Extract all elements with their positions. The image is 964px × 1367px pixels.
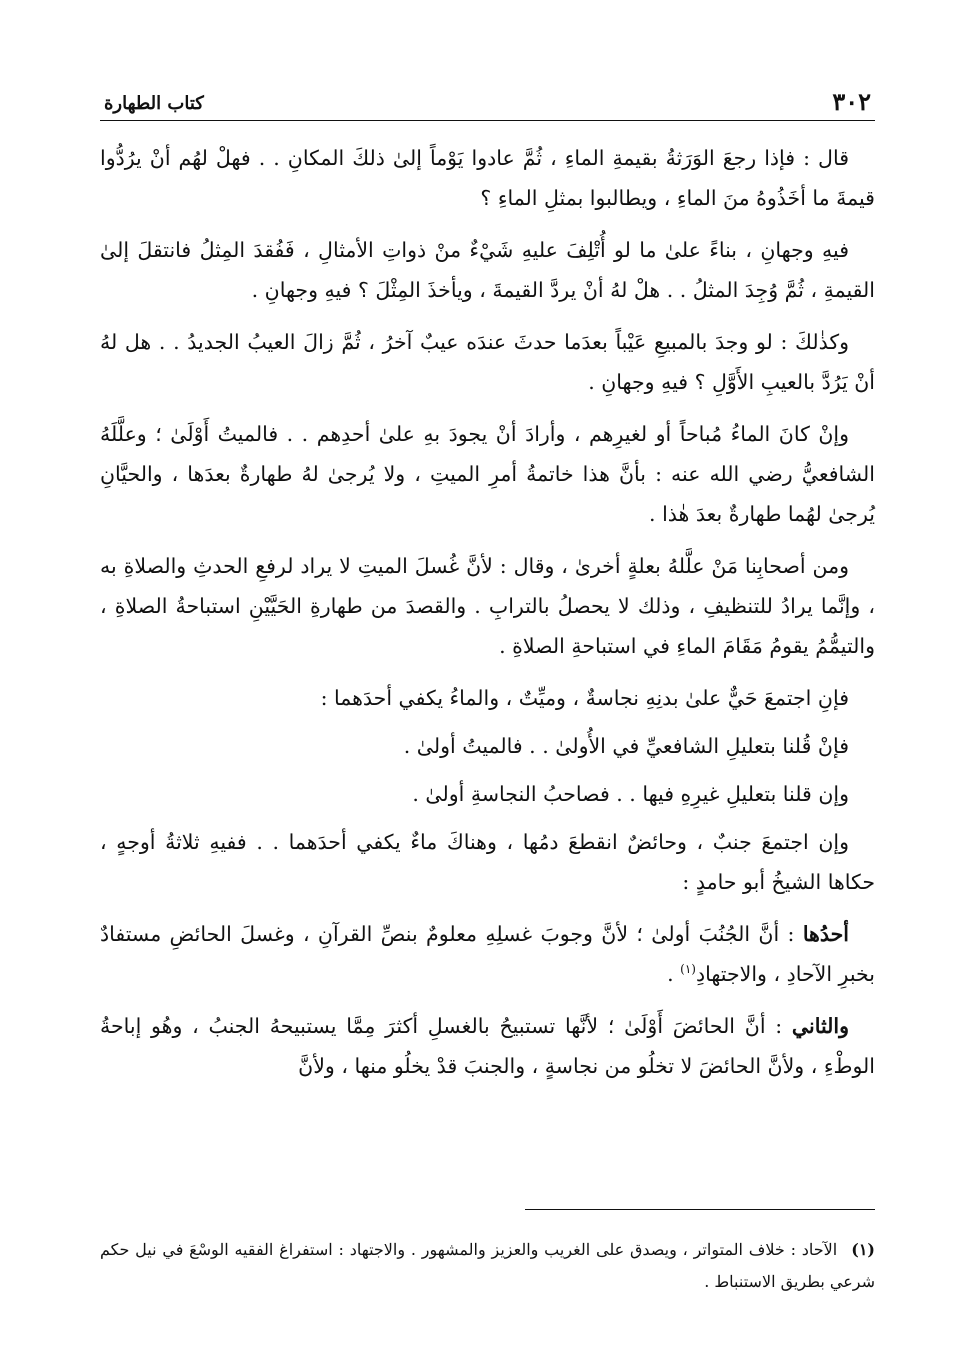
paragraph: قال : فإذا رجعَ الوَرَثةُ بقيمةِ الماءِ ، ثُمَّ عادوا يَوْماً إلىٰ ذلكَ المكانِ . . فهلْ لهُم أنْ يرُدُّوا قيمةَ ما أخَذُوهُ منَ الماءِ ، ويطالبوا بمثلِ الماءِ ؟ — [100, 146, 875, 210]
page-header — [100, 86, 875, 121]
footnote-marker: (١) — [851, 1240, 875, 1259]
footnote — [100, 1234, 875, 1298]
page-number: ٣٠٢ — [832, 87, 871, 116]
opinion-second-paragraph — [100, 1006, 875, 1086]
paragraph: وإنْ كانَ الماءُ مُباحاً أو لغيرِهم ، وأرادَ أنْ يجودَ بهِ علىٰ أحدِهم . . فالميتُ أَوْلَىٰ ؛ وعلَّلَهُ الشافعيُّ رضي الله عنه : بأنَّ هذا خاتمةُ أمرِ الميتِ ، ولا يُرجىٰ لهُ طهارةٌ بعدَها ، والحيَّانِ يُرجىٰ لهُما طهارةٌ بعدَ هٰذا . — [100, 422, 875, 526]
opinion-first-text: : أنَّ الجُنُبَ أولىٰ ؛ لأنَّ وجوبَ غسلِهِ معلومٌ بنصِّ القرآنِ ، وغسلَ الحائضِ مستفادٌ بخبرِ الآحادِ ، والاجتهادِ — [100, 922, 875, 986]
opinion-first-end: . — [667, 962, 681, 986]
paragraph: فإنْ قُلنا بتعليلِ الشافعيِّ في الأُولىٰ . . فالميتُ أولىٰ . — [403, 734, 849, 758]
footnote-ref[interactable]: (١) — [680, 962, 696, 977]
opinion-second-text: : أنَّ الحائضَ أَوْلَىٰ ؛ لأنَّها تستبيحُ بالغسلِ أكثرَ مِمَّا يستبيحهُ الجنبُ ، وهُو إباحةُ الوطْءِ ، ولأنَّ الحائضَ لا تخلُو من نجاسةٍ ، والجنبَ قدْ يخلُو منها ، ولأنَّ — [100, 1014, 875, 1078]
paragraph: ومن أصحابِنا مَنْ علَّلهُ بعلةٍ أخرىٰ ، وقال : لأنَّ غُسلَ الميتِ لا يراد لرفعِ الحدثِ والصلاةِ به ، وإنَّما يرادُ للتنظيفِ ، وذلك لا يحصلُ بالترابِ . والقصدَ من طهارةِ الحَيَّيْنِ استباحةُ الصلاةِ ، والتيمُّمُ يقومُ مَقَامَ الماءِ في استباحةِ الصلاةِ . — [100, 554, 875, 658]
opinion-first-label: أحدُها — [802, 922, 849, 946]
paragraph: وإن قلنا بتعليلِ غيرِهِ فيها . . فصاحبُ النجاسةِ أولىٰ . — [412, 782, 849, 806]
paragraph: فإنِ اجتمعَ حَيٌّ علىٰ بدنِهِ نجاسةٌ ، وميِّتٌ ، والماءُ يكفي أحدَهما : — [320, 686, 849, 710]
running-title: كتاب الطهارة — [104, 93, 204, 114]
paragraph: وإن اجتمعَ جنبٌ ، وحائضٌ انقطعَ دمُها ، وهناكَ ماءٌ يكفي أحدَهما . . ففيهِ ثلاثةُ أوجهٍ ، حكاها الشيخُ أبو حامدٍ : — [100, 830, 875, 894]
page-body — [100, 138, 875, 1098]
opinion-second-label: والثاني — [791, 1014, 849, 1038]
paragraph: وكذٰلكَ : لو وجدَ بالمبيعِ عَيْباً بعدَما حدثَ عندَه عيبٌ آخرُ ، ثُمَّ زالَ العيبُ الجديدُ . . هل لهُ أنْ يَرُدَّ بالعيبِ الأَوَّلِ ؟ فيهِ وجهانِ . — [100, 330, 875, 394]
paragraph: فيهِ وجهانِ ، بناءً علىٰ ما لو أُتْلِفَ عليهِ شَيْءٌ منْ ذواتِ الأمثالِ ، فَفُقدَ المِثلُ فانتقلَ إلىٰ القيمةِ ، ثُمَّ وُجِدَ المثلُ . . هلْ لهُ أنْ يردَّ القيمةَ ، ويأخذَ المِثْلَ ؟ فيهِ وجهانِ . — [100, 238, 875, 302]
footnote-text: الآحاد : خلاف المتواتر ، ويصدق على الغريب والعزيز والمشهور . والاجتهاد : استفراغ الفقيه الوسْعَ في نيل حكم شرعي بطريق الاستنباط . — [100, 1240, 875, 1291]
opinion-first-paragraph — [100, 914, 875, 994]
footnote-separator — [525, 1209, 875, 1210]
